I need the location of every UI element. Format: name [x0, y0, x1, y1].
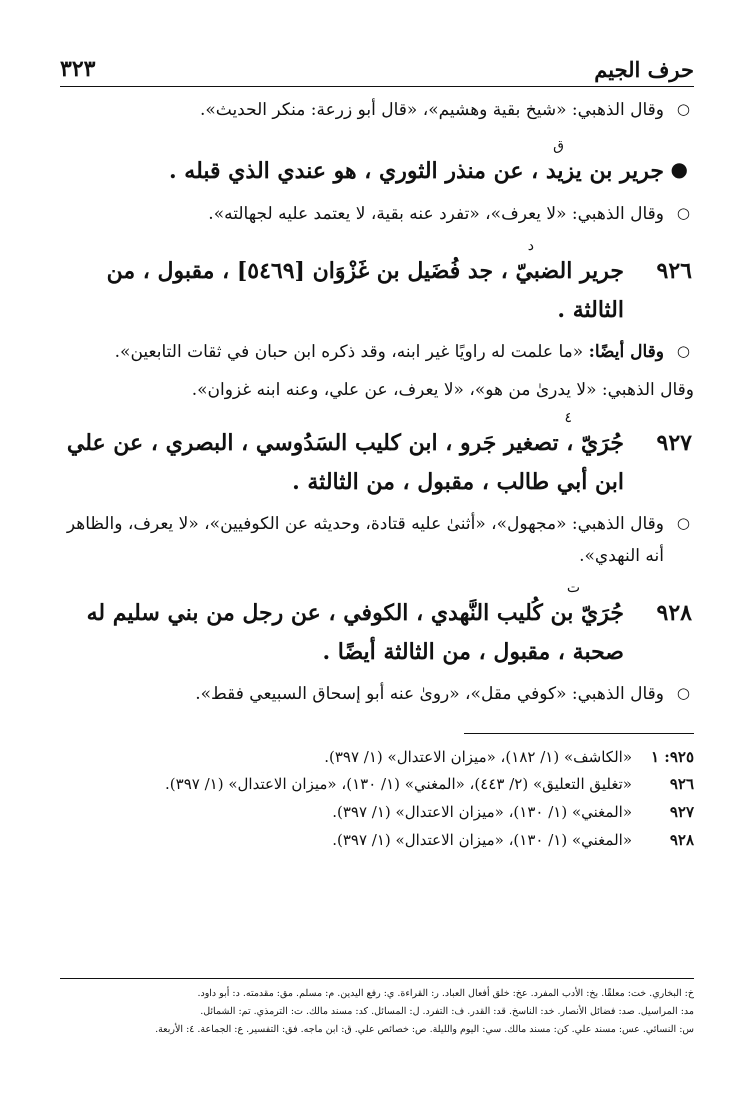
- entry-text: جرير بن يزيد ، عن منذر الثوري ، هو عندي الذي قبله .: [168, 158, 664, 185]
- entry-text: جُرَيّ ، تصغير جَرو ، ابن كليب السَدُوسي ، البصري ، عن علي ابن أبي طالب ، مقبول ، من الثالثة .: [66, 430, 624, 495]
- source-code: ق: [553, 138, 564, 155]
- hollow-bullet-icon: ○: [676, 684, 690, 703]
- entry-text: جرير الضبيّ ، جد فُضَيل بن غَزْوَان [٥٤٦٩] ، مقبول ، من الثالثة .: [106, 258, 624, 323]
- abbreviation-line: خ: البخاري. خت: معلقًا. بخ: الأدب المفرد. عخ: خلق أفعال العباد. ر: القراءة. ي: رفع اليدين. م: مسلم. مق: مقدمته. د: أبو داود.: [197, 988, 694, 999]
- dhahabi-note-927: ○ وقال الذهبي: «مجهول»، «أثنىٰ عليه قتادة، وحديثه عن الكوفيين»، «لا يعرف، والظاهر أنه النهدي».: [60, 509, 694, 572]
- footnote-number: ٩٢٨: [669, 830, 694, 849]
- page: [60, 52, 694, 1113]
- source-code: ٤: [564, 410, 572, 427]
- footnote-number: ٩٢٥: ١: [651, 747, 694, 766]
- entry-number: ٩٢٧: [656, 430, 692, 457]
- footnote-number: ٩٢٦: [669, 775, 694, 794]
- footnote-separator: [464, 733, 694, 734]
- footnote: ٩٢٧ «المغني» (١/ ١٣٠)، «ميزان الاعتدال» (١/ ٣٩٧).: [60, 799, 694, 827]
- filled-bullet-icon: ●: [670, 157, 688, 182]
- running-header: [60, 52, 694, 87]
- abbreviation-line: س: النسائي. عس: مسند علي. كن: مسند مالك. سي: اليوم والليلة. ص: خصائص علي. ق: ابن ماجه. فق: التفسير. ع: الجماعة. ٤: الأربعة.: [155, 1024, 694, 1036]
- page-number: ٣٢٣: [60, 56, 96, 82]
- dhahabi-note-928: ○ وقال الذهبي: «كوفي مقل»، «روىٰ عنه أبو إسحاق السبيعي فقط».: [60, 679, 694, 710]
- narrator-entry-928: [60, 580, 694, 671]
- main-text: [60, 95, 694, 855]
- source-code: د: [527, 238, 534, 255]
- footnote: ٩٢٦ «تغليق التعليق» (٢/ ٤٤٣)، «المغني» (١/ ١٣٠)، «ميزان الاعتدال» (١/ ٣٩٧).: [60, 771, 694, 799]
- hollow-bullet-icon: ○: [676, 100, 690, 118]
- entry-text: جُرَيّ بن كُليب النَّهدي ، الكوفي ، عن رجل من بني سليم له صحبة ، مقبول ، من الثالثة أيضًا .: [86, 600, 624, 665]
- abbreviation-key: [60, 978, 694, 1039]
- entry-number: ٩٢٨: [656, 600, 692, 627]
- narrator-entry-927: [60, 410, 694, 501]
- dhahabi-note-926: وقال الذهبي: «لا يدرىٰ من هو»، «لا يعرف، عن علي، وعنه ابنه غزوان».: [191, 379, 694, 400]
- chapter-title: حرف الجيم: [594, 57, 694, 82]
- hollow-bullet-icon: ○: [676, 203, 690, 222]
- source-code: ت: [566, 580, 580, 597]
- footnote: ٩٢٥: ١ «الكاشف» (١/ ١٨٢)، «ميزان الاعتدال» (١/ ٣٩٧).: [60, 744, 694, 772]
- abbreviation-line: مد: المراسيل. صد: فضائل الأنصار. خد: الناسخ. قد: القدر. ف: التفرد. ل: المسائل. كد: مسند مالك. ت: الترمذي. تم: الشمائل.: [200, 1006, 694, 1018]
- ibn-hajar-note-926: ○ وقال أيضًا: «ما علمت له راويًا غير ابنه، وقد ذكره ابن حبان في ثقات التابعين».: [60, 337, 694, 368]
- hollow-bullet-icon: ○: [676, 514, 690, 533]
- footnote: ٩٢٨ «المغني» (١/ ١٣٠)، «ميزان الاعتدال» (١/ ٣٩٧).: [60, 827, 694, 855]
- footnotes: [60, 744, 694, 855]
- hollow-bullet-icon: ○: [676, 342, 690, 361]
- footnote-number: ٩٢٧: [669, 803, 694, 822]
- narrator-entry-926: [60, 238, 694, 329]
- entry-number: ٩٢٦: [656, 258, 692, 285]
- narrator-entry-jarir-ibn-yazid: [60, 138, 694, 191]
- dhahabi-note-925: ○ وقال الذهبي: «شيخ بقية وهشيم»، «قال أبو زرعة: منكر الحديث».: [60, 95, 694, 126]
- dhahabi-note-jarir-ibn-yazid: ○ وقال الذهبي: «لا يعرف»، «تفرد عنه بقية، لا يعتمد عليه لجهالته».: [60, 199, 694, 230]
